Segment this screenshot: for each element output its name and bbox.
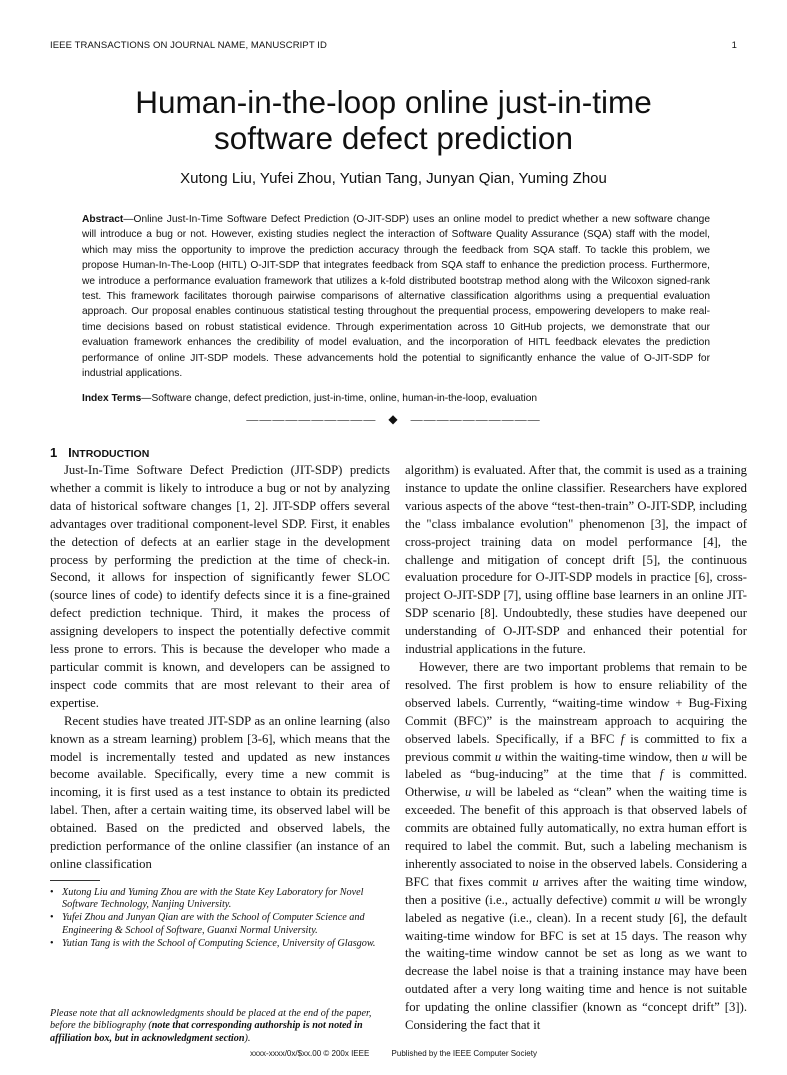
paragraph: Just-In-Time Software Defect Prediction (JIT-SDP) predicts whether a commit is likely to introduce a bug or not by analyzing data of historical software changes [1, 2]. JIT-SDP offers several advantages over traditional component-level SDP. First, it enables the detection of defects at an earlier stage in the development process by performing the prediction at the time of check-in. Second, it allows for inspection of significantly fewer SLOC (source lines of code) to identify defects since it is a fine-grained defect prediction technique. Third, it makes the process of assigning developers to inspect the potentially defective commit less prone to errors. This is because the developer who made a particular commit is known, and developers can be assigned to inspect code commits that are most relevant to their area of expertise. bbox=[50, 463, 390, 710]
acknowledgment-note: Please note that all acknowledgments should be placed at the end of the paper, before the bibliography (note that corresponding authorship is not noted in affiliation box, but in acknowledgment section). bbox=[50, 1008, 372, 1044]
left-column bbox=[50, 462, 390, 874]
abstract bbox=[82, 212, 710, 381]
section-heading bbox=[50, 445, 149, 460]
bullet-icon: • bbox=[50, 912, 54, 924]
page-number: 1 bbox=[731, 40, 737, 51]
variable-u: u bbox=[494, 749, 502, 764]
section-divider: —————————— ◆ —————————— bbox=[246, 412, 541, 426]
variable-f: f bbox=[659, 767, 664, 782]
affiliation-footnotes bbox=[50, 887, 394, 951]
author-list: Xutong Liu, Yufei Zhou, Yutian Tang, Junyan Qian, Yuming Zhou bbox=[180, 170, 607, 187]
page-footer bbox=[0, 1049, 787, 1058]
variable-u: u bbox=[701, 749, 708, 764]
footnote-item: • Yutian Tang is with the School of Computing Science, University of Glasgow. bbox=[50, 937, 376, 949]
paragraph: algorithm) is evaluated. After that, the commit is used as a training instance to update the online classifier. Researchers have explored various aspects of the above “test-then-train” O-JIT-SDP, including the "class imbalance evolution" phenomenon [3], the impact of cross-project training data on model performance [4], the challenge and mitigation of concept drift [5], the continuous evaluation procedure for O-JIT-SDP models in practice [6], cross-project O-JIT-SDP [7], using offline base learners in an online JIT-SDP scenario [8]. Undoubtedly, these studies have deepened our understanding of O-JIT-SDP and enhanced their potential for industrial applications in the future. bbox=[405, 463, 747, 657]
section-title-initial: I bbox=[68, 445, 72, 460]
paragraph: Recent studies have treated JIT-SDP as an online learning (also known as a stream learning) problem [3-6], which means that the model is incrementally tested and updated as new instances become available. Specifically, every time a new commit is incoming, it is first used as a test instance to obtain its predicted label. Then, after a certain waiting time, its observed label will be obtained. Based on the predicted and observed labels, the prediction performance of the online classifier (an instance of an online classification bbox=[50, 713, 390, 871]
variable-u: u bbox=[532, 874, 539, 889]
publisher: Published by the IEEE Computer Society bbox=[391, 1049, 537, 1058]
abstract-label: Abstract bbox=[82, 214, 124, 225]
journal-name: IEEE TRANSACTIONS ON JOURNAL NAME, MANUSCRIPT ID bbox=[50, 40, 327, 51]
abstract-text: —Online Just-In-Time Software Defect Prediction (O-JIT-SDP) uses an online model to predict whether a new software change will introduce a bug or not. However, existing studies neglect the interaction of Software Quality Assurance (SQA) staff with the model, which may miss the opportunity to improve the prediction accuracy through the feedback from SQA staff. To tackle this problem, we propose Human-In-The-Loop (HITL) O-JIT-SDP that integrates feedback from SQA staff to enhance the prediction process. Furthermore, we introduce a performance evaluation framework that utilizes a k-fold distributed bootstrap method along with the Wilcoxon signed-rank test. This framework facilitates thorough pairwise comparisons of alternative classification algorithms using a prequential evaluation approach. Our proposal enables continuous statistical testing throughout the prequential process, empowering developers to make real-time decisions based on robust statistical evidence. Through experimentation across 10 GitHub projects, we demonstrate that our evaluation framework enhances the credibility of model evaluation, and the incorporation of HITL feedback elevates the prediction performance of online JIT-SDP models. These advancements hold the potential to significantly enhance the value of O-JIT-SDP for industrial applications. bbox=[82, 214, 710, 380]
paragraph: However, there are two important problems that remain to be resolved. The first problem is how to ensure reliability of the observed labels. Currently, “waiting-time window + Bug-Fixing Commit (BFC)” is the mainstream approach to acquiring the observed labels. Specifically, if a BFC f is committed to fix a previous commit u within the waiting-time window, then u will be labeled as “bug-inducing” at the time that f is committed. Otherwise, u will be labeled as “clean” when the waiting time is exceeded. The benefit of this approach is that observed labels of commits are obtained fully automatically, no extra human effort is required to label the commit. But, such a labeling mechanism is inherently associated to noise in the observed labels. Considering a BFC that fixes commit u arrives after the waiting time window, then a positive (i.e., actually defective) commit u will be wrongly labeled as negative (i.e., clean). In a recent study [6], the default waiting-time window for BFC is set at 15 days. The reason why the waiting-time window cannot be set as long as we want to decrease the label noise is that a training instance may have been outdated after a very long waiting time and hence is not suitable for updating the online classifier (known as “concept drift” [3]). Considering the fact that it bbox=[405, 659, 747, 1033]
variable-u: u bbox=[464, 785, 472, 800]
footnote-rule bbox=[50, 880, 100, 881]
variable-f: f bbox=[620, 731, 625, 746]
footnote-item: • Xutong Liu and Yuming Zhou are with the State Key Laboratory for Novel Software Technology, Nanjing University. bbox=[50, 887, 364, 911]
index-terms bbox=[82, 392, 710, 406]
footnote-item: • Yufei Zhou and Junyan Qian are with the School of Computer Science and Engineering & School of Software, Guanxi Normal University. bbox=[50, 912, 365, 936]
right-column bbox=[405, 462, 747, 1035]
bullet-icon: • bbox=[50, 937, 54, 949]
index-terms-text: —Software change, defect prediction, just-in-time, online, human-in-the-loop, evaluation bbox=[141, 393, 538, 404]
section-number: 1 bbox=[50, 445, 58, 460]
title-line-2: software defect prediction bbox=[214, 120, 573, 156]
paper-title bbox=[40, 84, 747, 156]
copyright-code: xxxx-xxxx/0x/$xx.00 © 200x IEEE bbox=[250, 1049, 370, 1058]
ack-bold: note that corresponding authorship is not noted in affiliation box, but in acknowledgment section bbox=[50, 1020, 363, 1044]
bullet-icon: • bbox=[50, 887, 54, 898]
variable-u: u bbox=[654, 892, 661, 907]
section-title-rest: NTRODUCTION bbox=[71, 448, 150, 460]
title-line-1: Human-in-the-loop online just-in-time bbox=[135, 84, 652, 120]
index-terms-label: Index Terms bbox=[82, 393, 142, 404]
running-head bbox=[50, 40, 737, 51]
